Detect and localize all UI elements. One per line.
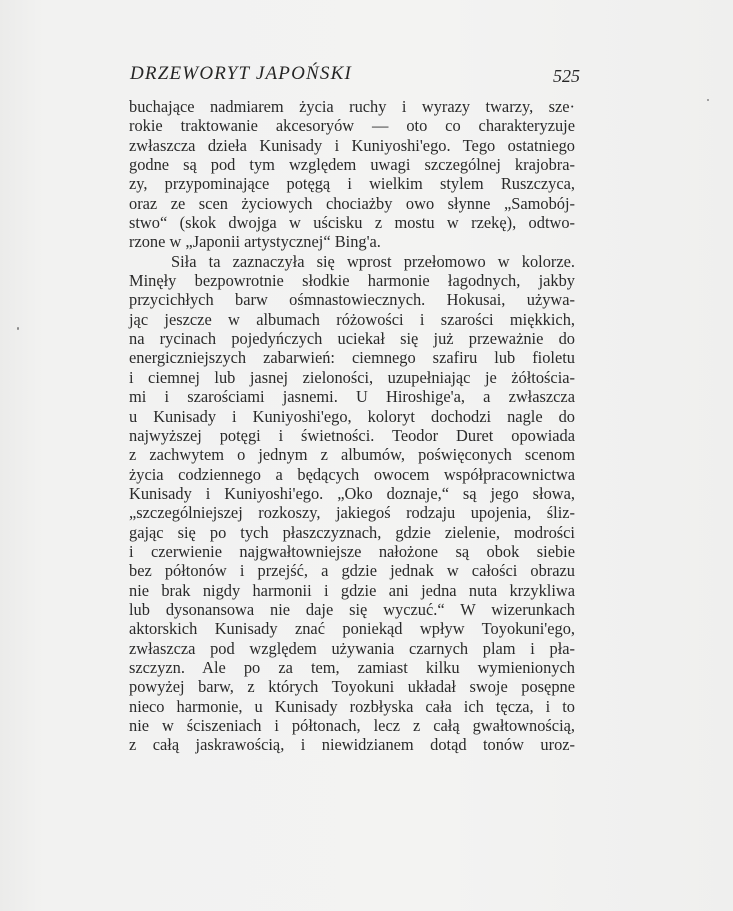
text-line: aktorskich Kunisady znać poniekąd wpływ Toyokuni'ego, — [129, 619, 575, 639]
text-line: oraz ze scen życiowych chociażby owo słynne „Samobój- — [129, 193, 575, 213]
text-line: buchające nadmiarem życia ruchy i wyrazy twarzy, sze· — [129, 97, 575, 116]
text-line: bez półtonów i przejść, a gdzie jednak w całości obrazu — [129, 561, 575, 581]
text-line: zwłaszcza dzieła Kunisady i Kuniyoshi'ego. Tego ostatniego — [129, 135, 575, 155]
text-line: u Kunisady i Kuniyoshi'ego, koloryt dochodzi nagle do — [129, 406, 575, 426]
text-line: Minęły bezpowrotnie słodkie harmonie łagodnych, jakby — [129, 271, 575, 291]
text-line: nieco harmonie, u Kunisady rozbłyska cała ich tęcza, i to — [129, 696, 575, 716]
text-line: życia codziennego a będących owocem współpracownictwa — [129, 464, 575, 484]
scan-speck — [17, 327, 19, 330]
text-line: powyżej barw, z których Toyokuni układał swoje posępne — [129, 677, 575, 697]
text-line: na rycinach pojedyńczych uciekał się już przeważnie do — [129, 329, 575, 349]
text-line: gając się po tych płaszczyznach, gdzie zielenie, modrości — [129, 522, 575, 542]
text-line: przycichłych barw ośmnastowiecznych. Hokusai, używa- — [129, 290, 575, 310]
text-line: i czerwienie najgwałtowniejsze nałożone są obok siebie — [129, 541, 575, 561]
text-line: nie w ściszeniach i półtonach, lecz z całą gwałtownością, — [129, 716, 575, 735]
text-line: energiczniejszych zabarwień: ciemnego szafiru lub fioletu — [129, 348, 575, 368]
text-line: mi i szarościami jasnemi. U Hiroshige'a, a zwłaszcza — [129, 387, 575, 407]
text-line: jąc jeszcze w albumach różowości i szarości miękkich, — [129, 309, 575, 329]
running-header — [130, 63, 580, 91]
scan-speck — [707, 99, 709, 101]
page-number: 525 — [553, 66, 580, 86]
text-line: i ciemnej lub jasnej zieloności, uzupełniając je żółtościa- — [129, 367, 575, 387]
text-line: szczyzn. Ale po za tem, zamiast kilku wymienionych — [129, 657, 575, 677]
paragraph-start-line: Siła ta zaznaczyła się wprost przełomowo w kolorze. — [171, 251, 575, 271]
text-line: Kunisady i Kuniyoshi'ego. „Oko doznaje,“ są jego słowa, — [129, 483, 575, 503]
body-text — [129, 97, 575, 755]
text-line: rokie traktowanie akcesoryów — oto co charakteryzuje — [129, 116, 575, 136]
text-line: zy, przypominające potęgą i wielkim stylem Ruszczyca, — [129, 174, 575, 194]
chapter-title: DRZEWORYT JAPOŃSKI — [130, 63, 352, 84]
text-line: nie brak nigdy harmonii i gdzie ani jedna nuta krzykliwa — [129, 580, 575, 600]
text-line: najwyższej potęgi i świetności. Teodor Duret opowiada — [129, 425, 575, 445]
text-line: lub dysonansowa nie daje się wyczuć.“ W wizerunkach — [129, 599, 575, 619]
text-line: z całą jaskrawością, i niewidzianem dotąd tonów uroz- — [129, 735, 575, 755]
text-line: rzone w „Japonii artystycznej“ Bing'a. — [129, 232, 381, 252]
text-line: „szczególniejszej rozkoszy, jakiegoś rodzaju upojenia, śliz- — [129, 503, 575, 523]
text-line: zwłaszcza pod względem używania czarnych plam i pła- — [129, 638, 575, 658]
text-line: stwo“ (skok dwojga w uścisku z mostu w rzekę), odtwo- — [129, 213, 575, 233]
text-line: godne są pod tym względem uwagi szczególnej krajobra- — [129, 155, 575, 175]
text-line: z zachwytem o jednym z albumów, poświęconych scenom — [129, 445, 575, 465]
